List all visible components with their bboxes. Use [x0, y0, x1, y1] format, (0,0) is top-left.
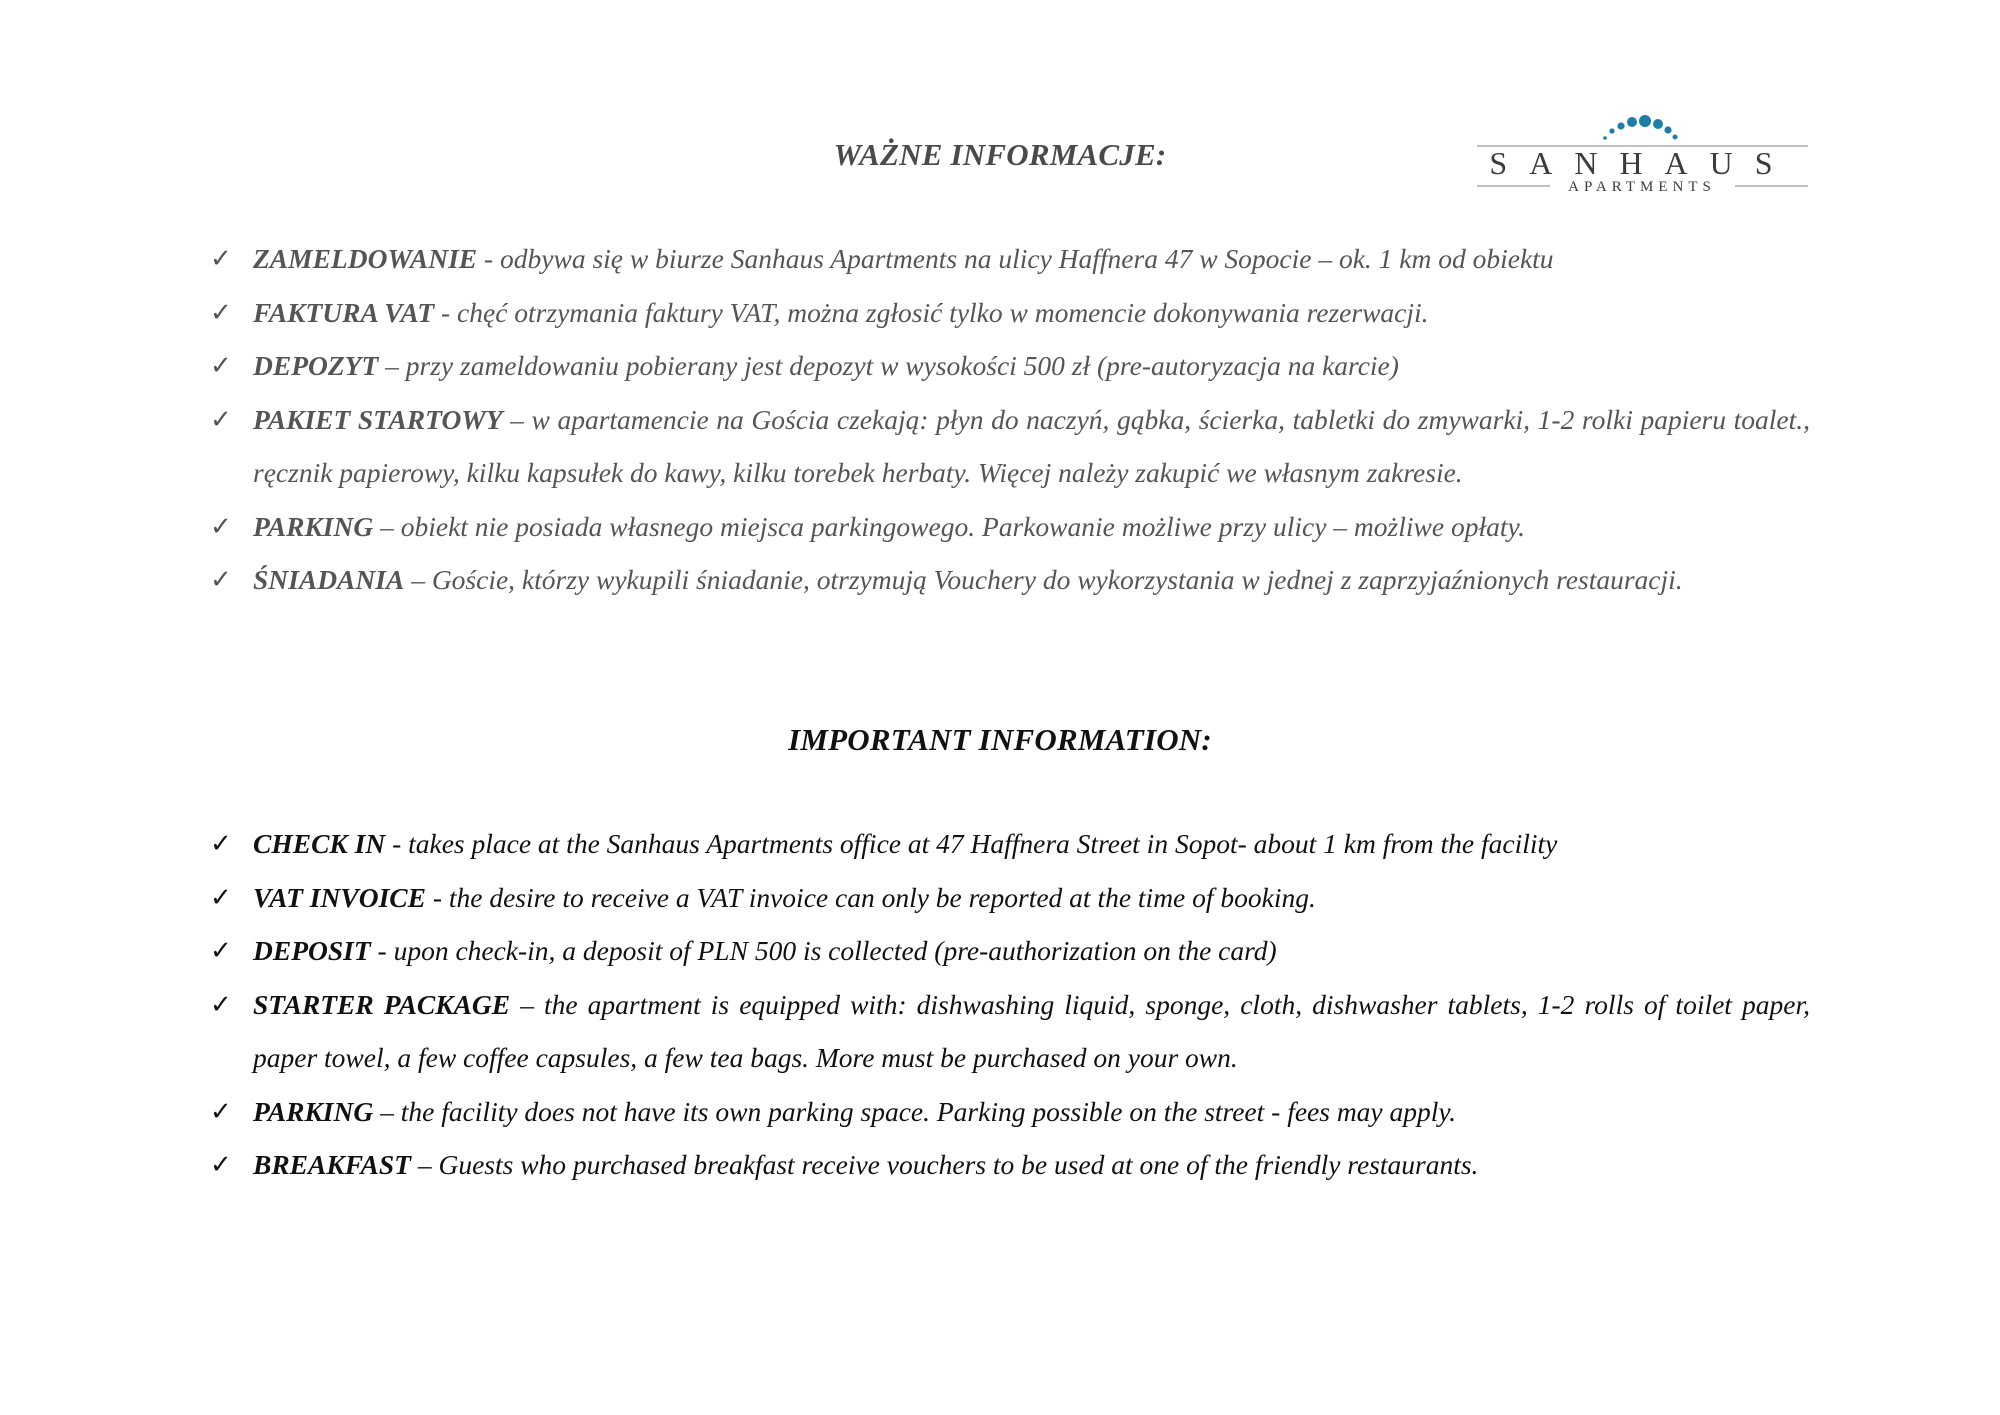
item-term: FAKTURA VAT — [253, 296, 435, 328]
check-icon: ✓ — [210, 882, 232, 912]
list-item — [210, 924, 1810, 978]
english-heading — [0, 722, 2000, 758]
item-text: – the apartment is equipped with: dishwashing liquid, sponge, cloth, dishwasher tablets, 1-2 rolls of toilet paper, paper towel, a few coffee capsules, a few tea bags. More must be purchased on your own. — [253, 988, 1810, 1073]
check-icon: ✓ — [210, 936, 232, 965]
list-item — [210, 1085, 1810, 1139]
item-term: STARTER PACKAGE — [253, 988, 511, 1020]
item-term: VAT INVOICE — [253, 881, 426, 913]
item-text: - chęć otrzymania faktury VAT, można zgłosić tylko w momencie dokonywania rezerwacji. — [434, 296, 1429, 328]
check-icon: ✓ — [210, 244, 232, 273]
logo-subtitle: APARTMENTS — [1568, 179, 1716, 195]
item-text: - takes place at the Sanhaus Apartments office at 47 Haffnera Street in Sopot- about 1 km from the facility — [385, 828, 1558, 859]
item-text: – the facility does not have its own parking space. Parking possible on the street - fees may apply. — [380, 1095, 1456, 1127]
item-term: PARKING — [253, 1095, 381, 1127]
item-term: PAKIET STARTOWY — [253, 403, 503, 435]
polish-info-list — [210, 232, 1810, 607]
item-text: – Guests who purchased breakfast receive vouchers to be used at one of the friendly restaurants. — [410, 1149, 1479, 1180]
list-item — [210, 232, 1810, 286]
item-text: - odbywa się w biurze Sanhaus Apartments na ulicy Haffnera 47 w Sopocie – ok. 1 km od obiektu — [477, 243, 1554, 274]
item-term: CHECK IN — [253, 828, 386, 859]
check-icon: ✓ — [210, 565, 232, 594]
item-text: – Goście, którzy wykupili śniadanie, otrzymują Vouchery do wykorzystania w jednej z zaprzyjaźnionych restauracji. — [404, 564, 1683, 595]
list-item — [210, 339, 1810, 393]
check-icon: ✓ — [210, 511, 232, 541]
logo-brand: SANHAUS — [1489, 145, 1795, 181]
check-icon: ✓ — [210, 351, 232, 380]
list-item — [210, 393, 1810, 500]
check-icon: ✓ — [210, 1096, 232, 1126]
item-term: ŚNIADANIA — [253, 564, 405, 595]
item-text: - upon check-in, a deposit of PLN 500 is collected (pre-authorization on the card) — [370, 935, 1277, 966]
item-term: DEPOZYT — [253, 350, 379, 381]
item-text: – obiekt nie posiada własnego miejsca parkingowego. Parkowanie możliwe przy ulicy – możliwe opłaty. — [373, 510, 1526, 542]
dots-arc-icon — [1603, 115, 1677, 140]
item-term: BREAKFAST — [253, 1149, 411, 1180]
english-info-list — [210, 817, 1810, 1192]
list-item — [210, 978, 1810, 1085]
item-text: - the desire to receive a VAT invoice can only be reported at the time of booking. — [425, 881, 1316, 913]
check-icon: ✓ — [210, 989, 232, 1019]
list-item — [210, 553, 1810, 607]
english-heading-text: IMPORTANT INFORMATION: — [788, 722, 1212, 757]
check-icon: ✓ — [210, 297, 232, 327]
list-item — [210, 286, 1810, 340]
item-text: – przy zameldowaniu pobierany jest depozyt w wysokości 500 zł (pre-autoryzacja na karcie) — [378, 350, 1399, 381]
polish-heading-text: WAŻNE INFORMACJE: — [833, 137, 1167, 172]
list-item — [210, 871, 1810, 925]
item-text: – w apartamencie na Gościa czekają: płyn do naczyń, gąbka, ścierka, tabletki do zmywarki, 1-2 rolki papieru toalet., ręcznik papierowy, kilku kapsułek do kawy, kilku torebek herbaty. Więcej należy zakupić we własnym zakresie. — [253, 403, 1810, 488]
list-item — [210, 817, 1810, 871]
item-term: PARKING — [253, 510, 374, 542]
check-icon: ✓ — [210, 404, 232, 434]
list-item — [210, 500, 1810, 554]
list-item — [210, 1138, 1810, 1192]
item-term: ZAMELDOWANIE — [253, 243, 478, 274]
item-term: DEPOSIT — [253, 935, 371, 966]
sanhaus-logo — [1475, 108, 1810, 203]
check-icon: ✓ — [210, 1150, 232, 1179]
check-icon: ✓ — [210, 829, 232, 858]
